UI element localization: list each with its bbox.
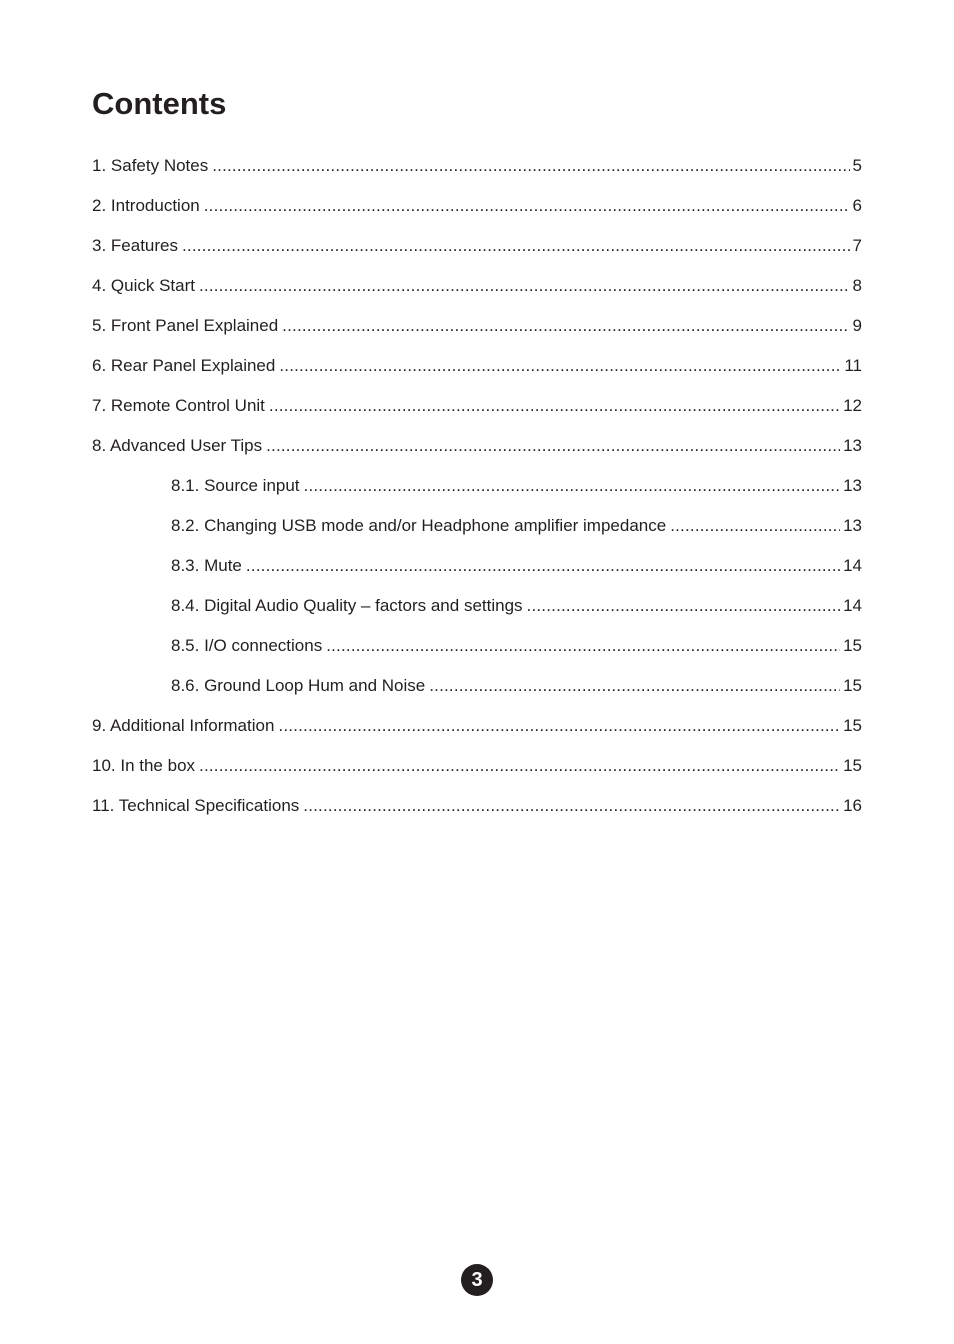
toc-leader-dots	[527, 594, 841, 618]
toc-entry-label: 4. Quick Start	[92, 276, 195, 295]
toc-entry-page: 6	[852, 196, 862, 215]
toc-entry-label: 11. Technical Specifications	[92, 796, 300, 815]
toc-entry-label: 5. Front Panel Explained	[92, 316, 279, 335]
toc-entry-page: 16	[843, 796, 862, 815]
toc-entry-page: 13	[843, 436, 862, 455]
toc-entry-page: 15	[843, 636, 862, 655]
toc-entry-safety-notes[interactable]	[92, 154, 862, 194]
toc-entry-features[interactable]	[92, 234, 862, 274]
toc-entry-page: 7	[852, 236, 862, 255]
toc-entry-label: 2. Introduction	[92, 196, 200, 215]
toc-leader-dots	[204, 194, 850, 218]
toc-entry-io-connections[interactable]	[92, 634, 862, 674]
toc-leader-dots	[429, 674, 840, 698]
toc-entry-page: 9	[852, 316, 862, 335]
toc-entry-label: 6. Rear Panel Explained	[92, 356, 276, 375]
toc-entry-quick-start[interactable]	[92, 274, 862, 314]
toc-leader-dots	[282, 314, 849, 338]
toc-entry-page: 13	[843, 516, 862, 535]
toc-entry-page: 12	[843, 396, 862, 415]
toc-entry-technical-specifications[interactable]	[92, 794, 862, 834]
toc-leader-dots	[326, 634, 840, 658]
toc-leader-dots	[303, 794, 840, 818]
toc-entry-page: 8	[852, 276, 862, 295]
toc-leader-dots	[212, 154, 849, 178]
toc-entry-label: 8.1. Source input	[171, 476, 300, 495]
toc-entry-in-the-box[interactable]	[92, 754, 862, 794]
toc-leader-dots	[246, 554, 840, 578]
toc-leader-dots	[269, 394, 840, 418]
toc-entry-label: 1. Safety Notes	[92, 156, 209, 175]
toc-entry-page: 13	[843, 476, 862, 495]
toc-entry-label: 8.6. Ground Loop Hum and Noise	[171, 676, 426, 695]
toc-leader-dots	[199, 754, 840, 778]
toc-entry-label: 8.5. I/O connections	[171, 636, 323, 655]
toc-entry-source-input[interactable]	[92, 474, 862, 514]
toc-entry-remote-control[interactable]	[92, 394, 862, 434]
toc-entry-label: 8.3. Mute	[171, 556, 242, 575]
toc-entry-page: 15	[843, 756, 862, 775]
toc-entry-ground-loop[interactable]	[92, 674, 862, 714]
table-of-contents	[92, 154, 862, 834]
page-title: Contents	[92, 86, 227, 121]
toc-entry-mute[interactable]	[92, 554, 862, 594]
toc-entry-usb-mode[interactable]	[92, 514, 862, 554]
toc-entry-label: 3. Features	[92, 236, 178, 255]
toc-leader-dots	[278, 714, 840, 738]
toc-entry-page: 15	[843, 716, 862, 735]
toc-leader-dots	[182, 234, 850, 258]
toc-entry-introduction[interactable]	[92, 194, 862, 234]
toc-leader-dots	[304, 474, 841, 498]
toc-entry-page: 11	[844, 356, 862, 375]
toc-entry-label: 10. In the box	[92, 756, 196, 775]
toc-entry-rear-panel[interactable]	[92, 354, 862, 394]
toc-entry-label: 8.2. Changing USB mode and/or Headphone amplifier impedance	[171, 516, 667, 535]
toc-entry-page: 14	[843, 556, 862, 575]
toc-entry-advanced-tips[interactable]	[92, 434, 862, 474]
page-number-badge: 3	[461, 1264, 493, 1296]
toc-entry-additional-information[interactable]	[92, 714, 862, 754]
toc-entry-label: 8. Advanced User Tips	[92, 436, 263, 455]
toc-entry-label: 8.4. Digital Audio Quality – factors and settings	[171, 596, 523, 615]
toc-entry-page: 14	[843, 596, 862, 615]
toc-entry-page: 15	[843, 676, 862, 695]
toc-leader-dots	[266, 434, 840, 458]
toc-entry-digital-audio-quality[interactable]	[92, 594, 862, 634]
toc-entry-front-panel[interactable]	[92, 314, 862, 354]
toc-leader-dots	[279, 354, 841, 378]
toc-entry-page: 5	[852, 156, 862, 175]
toc-leader-dots	[199, 274, 850, 298]
toc-entry-label: 9. Additional Information	[92, 716, 275, 735]
toc-leader-dots	[670, 514, 840, 538]
toc-entry-label: 7. Remote Control Unit	[92, 396, 265, 415]
